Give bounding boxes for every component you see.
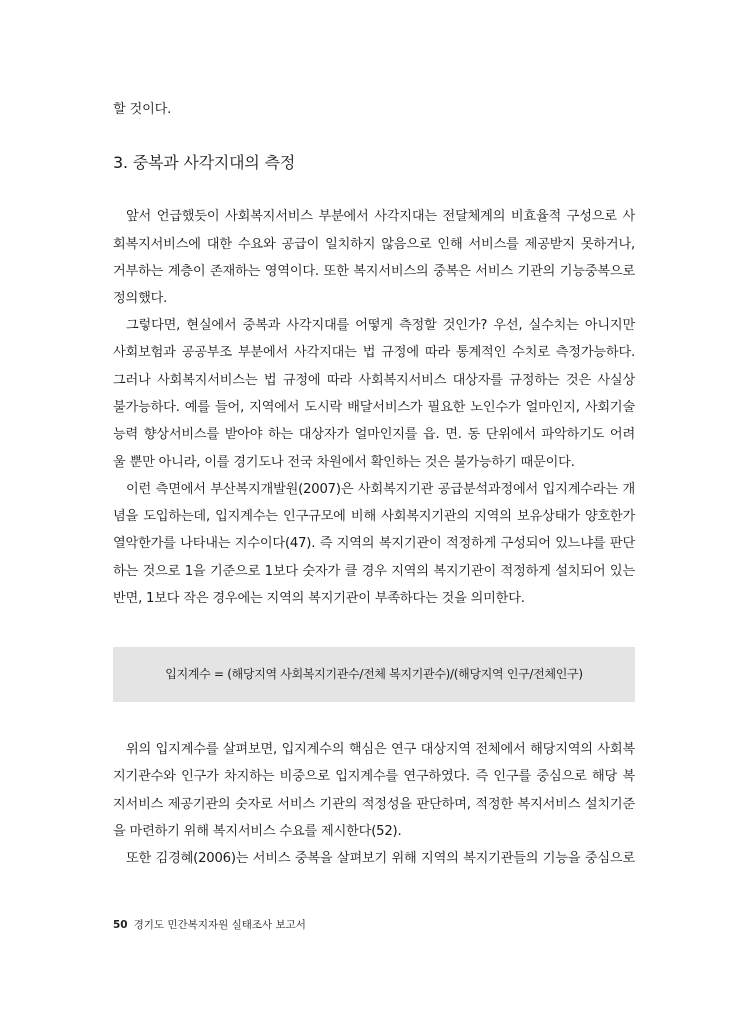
paragraph-3-line-3: 열악한가를 나타내는 지수이다(47). 즉 지역의 복지기관이 적정하게 구성되어 있느냐를 판단 (113, 536, 635, 551)
page-number: 50 (113, 919, 128, 931)
paragraph-1-line-1: 앞서 언급했듯이 사회복지서비스 부분에서 사각지대는 전달체계의 비효율적 구성으로 사 (126, 209, 635, 224)
section-heading: 3. 중복과 사각지대의 측정 (113, 153, 296, 172)
page-footer (113, 918, 306, 932)
paragraph-5-line-1: 또한 김경혜(2006)는 서비스 중복을 살펴보기 위해 지역의 복지기관들의 기능을 중심으로 (126, 851, 635, 866)
paragraph-4-line-3: 지서비스 제공기관의 숫자로 서비스 기관의 적정성을 판단하며, 적정한 복지서비스 설치기준 (113, 797, 635, 812)
paragraph-2-line-3: 그러나 사회복지서비스는 법 규정에 따라 사회복지서비스 대상자를 규정하는 것은 사실상 (113, 373, 635, 388)
paragraph-4-line-2: 지기관수와 인구가 차지하는 비중으로 입지계수를 연구하였다. 즉 인구를 중심으로 해당 복 (113, 769, 635, 784)
paragraph-2-line-1: 그렇다면, 현실에서 중복과 사각지대를 어떻게 측정할 것인가? 우선, 실수치는 아니지만 (126, 318, 635, 333)
paragraph-4-line-1: 위의 입지계수를 살펴보면, 입지계수의 핵심은 연구 대상지역 전체에서 해당지역의 사회복 (126, 742, 635, 757)
paragraph-2-line-2: 사회보험과 공공부조 부분에서 사각지대는 법 규정에 따라 통계적인 수치로 측정가능하다. (113, 345, 635, 360)
paragraph-1-line-2: 회복지서비스에 대한 수요와 공급이 일치하지 않음으로 인해 서비스를 제공받지 못하거나, (113, 237, 635, 252)
paragraph-1-line-4: 정의했다. (113, 291, 168, 306)
formula-box (113, 647, 635, 702)
paragraph-1-line-3: 거부하는 계층이 존재하는 영역이다. 또한 복지서비스의 중복은 서비스 기관의 기능중복으로 (113, 264, 635, 279)
paragraph-2-line-5: 능력 향상서비스를 받아야 하는 대상자가 얼마인지를 읍. 면. 동 단위에서 파악하기도 어려 (113, 427, 635, 442)
location-quotient-formula: 입지계수 = (해당지역 사회복지기관수/전체 복지기관수)/(해당지역 인구/전체인구) (165, 667, 583, 681)
paragraph-2-line-6: 울 뿐만 아니라, 이를 경기도나 전국 차원에서 확인하는 것은 불가능하기 때문이다. (113, 455, 575, 470)
intro-line: 할 것이다. (113, 102, 172, 117)
paragraph-3-line-4: 하는 것으로 1을 기준으로 1보다 숫자가 클 경우 지역의 복지기관이 적정하게 설치되어 있는 (113, 564, 635, 579)
paragraph-4-line-4: 을 마련하기 위해 복지서비스 수요를 제시한다(52). (113, 824, 402, 839)
paragraph-3-line-1: 이런 측면에서 부산복지개발원(2007)은 사회복지기관 공급분석과정에서 입지계수라는 개 (126, 482, 635, 497)
paragraph-3-line-5: 반면, 1보다 작은 경우에는 지역의 복지기관이 부족하다는 것을 의미한다. (113, 591, 525, 606)
report-title: 경기도 민간복지자원 실태조사 보고서 (133, 919, 306, 931)
paragraph-2-line-4: 불가능하다. 예를 들어, 지역에서 도시락 배달서비스가 필요한 노인수가 얼마인지, 사회기술 (113, 400, 635, 415)
paragraph-3-line-2: 념을 도입하는데, 입지계수는 인구규모에 비해 사회복지기관의 지역의 보유상태가 양호한가 (113, 509, 635, 524)
